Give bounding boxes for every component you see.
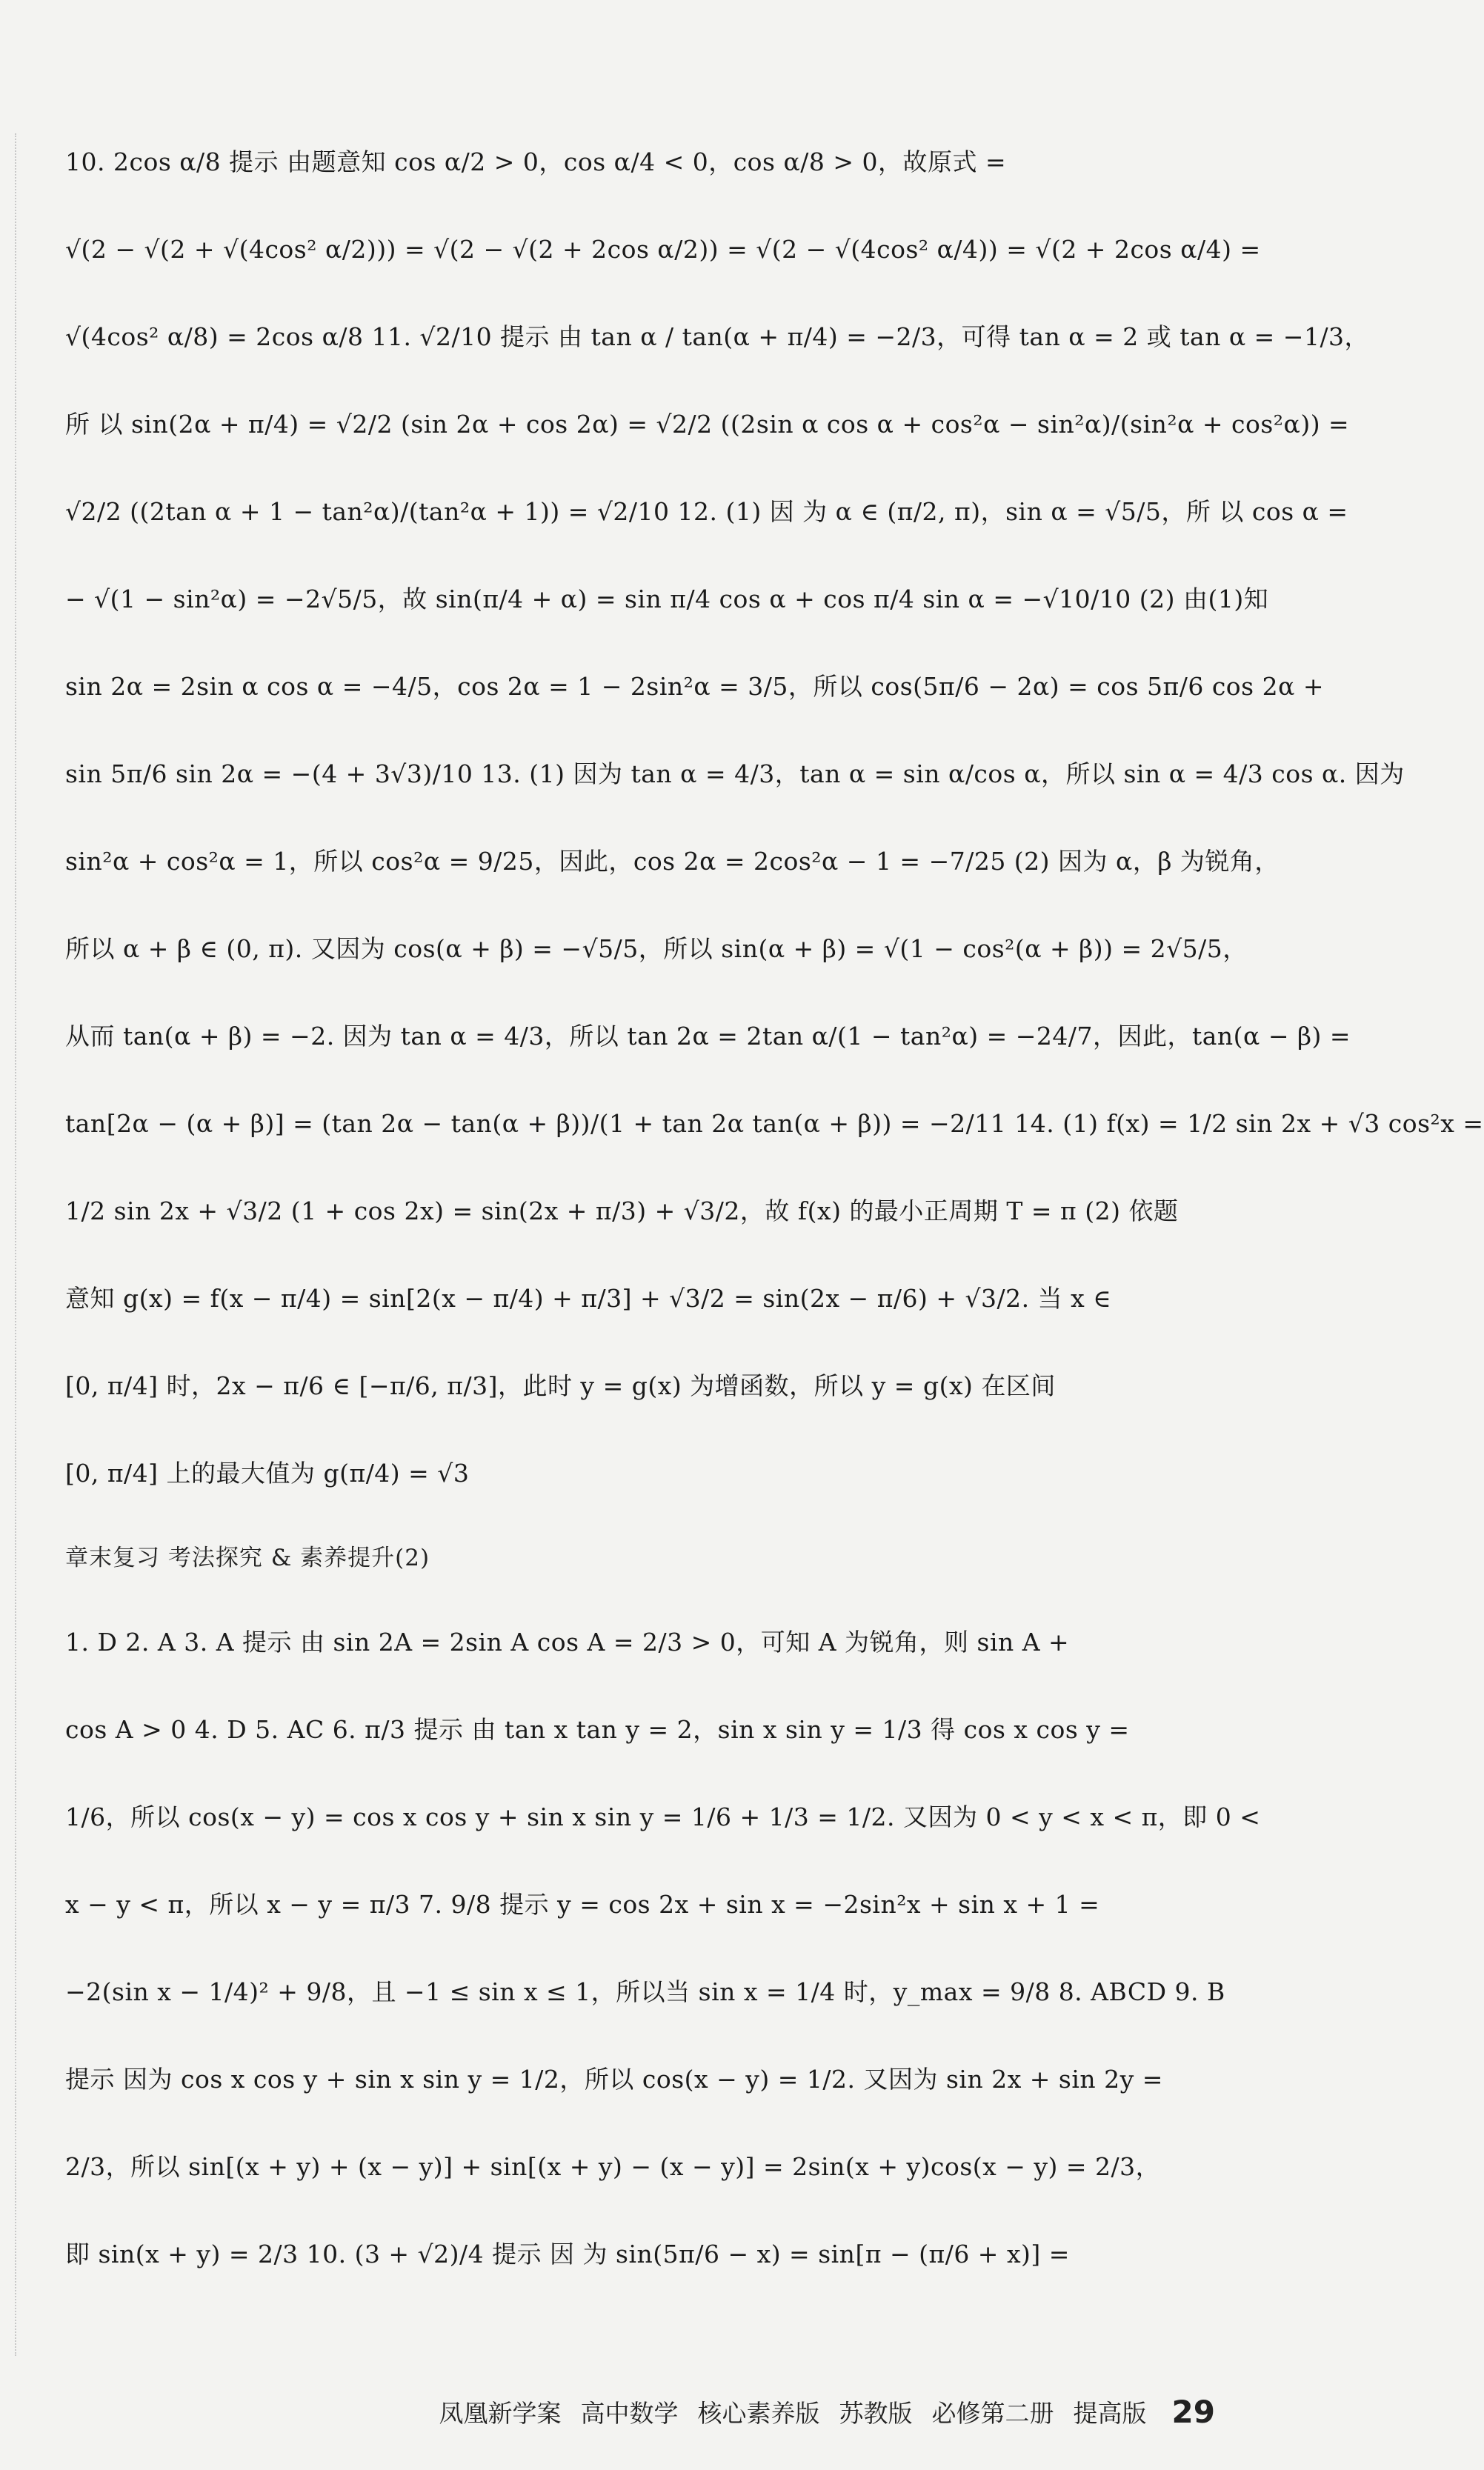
answer-line: cos A > 0 4. D 5. AC 6. π/3 提示 由 tan x tan y = 2，sin x sin y = 1/3 得 cos x cos y = [65,1715,1130,1745]
answer-content [65,119,1484,2298]
answer-line: −2(sin x − 1/4)² + 9/8，且 −1 ≤ sin x ≤ 1，所以当 sin x = 1/4 时，y_max = 9/8 8. ABCD 9. B [65,1977,1225,2007]
section-heading-text: 章末复习 考法探究 & 素养提升(2) [65,1544,430,1571]
footer-edition: 核心素养版 [697,2398,820,2428]
page-number: 29 [1171,2393,1215,2430]
margin-dotted-rule [15,133,16,2356]
footer-publisher: 苏教版 [839,2398,913,2428]
answer-line: tan[2α − (α + β)] = (tan 2α − tan(α + β))/(1 + tan 2α tan(α + β)) = −2/11 14. (1) f(x) = 1/2 sin 2x + √3 cos²x = [65,1109,1484,1139]
answer-line: x − y < π，所以 x − y = π/3 7. 9/8 提示 y = cos 2x + sin x = −2sin²x + sin x + 1 = [65,1890,1100,1920]
answer-line: √(2 − √(2 + √(4cos² α/2))) = √(2 − √(2 + 2cos α/2)) = √(2 − √(4cos² α/4)) = √(2 + 2cos α/4) = [65,235,1261,264]
answer-line: sin 2α = 2sin α cos α = −4/5，cos 2α = 1 − 2sin²α = 3/5，所以 cos(5π/6 − 2α) = cos 5π/6 cos 2α + [65,672,1325,702]
answer-line: 即 sin(x + y) = 2/3 10. (3 + √2)/4 提示 因 为 sin(5π/6 − x) = sin[π − (π/6 + x)] = [65,2240,1070,2269]
answer-line: sin²α + cos²α = 1，所以 cos²α = 9/25，因此，cos 2α = 2cos²α − 1 = −7/25 (2) 因为 α，β 为锐角， [65,847,1280,876]
answer-line: 从而 tan(α + β) = −2. 因为 tan α = 4/3，所以 tan 2α = 2tan α/(1 − tan²α) = −24/7，因此，tan(α − β) = [65,1022,1351,1051]
footer-subject: 高中数学 [580,2398,679,2428]
answer-line: 所以 α + β ∈ (0, π). 又因为 cos(α + β) = −√5/5，所以 sin(α + β) = √(1 − cos²(α + β)) = 2√5/5， [65,934,1248,964]
answer-line: sin 5π/6 sin 2α = −(4 + 3√3)/10 13. (1) 因为 tan α = 4/3，tan α = sin α/cos α，所以 sin α = 4/3 cos α. 因为 [65,759,1405,789]
section-heading [65,1517,1102,1599]
footer-series: 凤凰新学案 [439,2398,562,2428]
answer-line: 1/6，所以 cos(x − y) = cos x cos y + sin x sin y = 1/6 + 1/3 = 1/2. 又因为 0 < y < x < π，即 0 < [65,1802,1261,1832]
page-footer [296,2382,1215,2441]
answer-line: 2/3，所以 sin[(x + y) + (x − y)] + sin[(x + y) − (x − y)] = 2sin(x + y)cos(x − y) = 2/3， [65,2152,1161,2182]
answer-line: √2/2 ((2tan α + 1 − tan²α)/(tan²α + 1)) = √2/10 12. (1) 因 为 α ∈ (π/2, π)，sin α = √5/5，所 以 cos α = [65,497,1348,527]
answer-line: 提示 因为 cos x cos y + sin x sin y = 1/2，所以 cos(x − y) = 1/2. 又因为 sin 2x + sin 2y = [65,2065,1163,2094]
footer-level: 提高版 [1073,2398,1147,2428]
answer-line: 1. D 2. A 3. A 提示 由 sin 2A = 2sin A cos A = 2/3 > 0，可知 A 为锐角，则 sin A + [65,1628,1070,1657]
answer-line: √(4cos² α/8) = 2cos α/8 11. √2/10 提示 由 tan α / tan(α + π/4) = −2/3，可得 tan α = 2 或 tan α = −1/3， [65,322,1370,352]
answer-line: − √(1 − sin²α) = −2√5/5，故 sin(π/4 + α) = sin π/4 cos α + cos π/4 sin α = −√10/10 (2) 由(1)知 [65,585,1269,614]
answer-line: 意知 g(x) = f(x − π/4) = sin[2(x − π/4) + π/3] + √3/2 = sin(2x − π/6) + √3/2. 当 x ∈ [65,1284,1112,1314]
answer-line: [0, π/4] 时，2x − π/6 ∈ [−π/6, π/3]，此时 y = g(x) 为增函数，所以 y = g(x) 在区间 [65,1371,1056,1401]
answer-line: 所 以 sin(2α + π/4) = √2/2 (sin 2α + cos 2α) = √2/2 ((2sin α cos α + cos²α − sin²α)/(sin²α + cos²α)) = [65,410,1350,439]
answer-line: 1/2 sin 2x + √3/2 (1 + cos 2x) = sin(2x + π/3) + √3/2，故 f(x) 的最小正周期 T = π (2) 依题 [65,1196,1179,1226]
answer-line: [0, π/4] 上的最大值为 g(π/4) = √3 [65,1459,470,1488]
answer-line: 10. 2cos α/8 提示 由题意知 cos α/2 > 0，cos α/4 < 0，cos α/8 > 0，故原式 = [65,147,1007,177]
footer-volume: 必修第二册 [931,2398,1054,2428]
